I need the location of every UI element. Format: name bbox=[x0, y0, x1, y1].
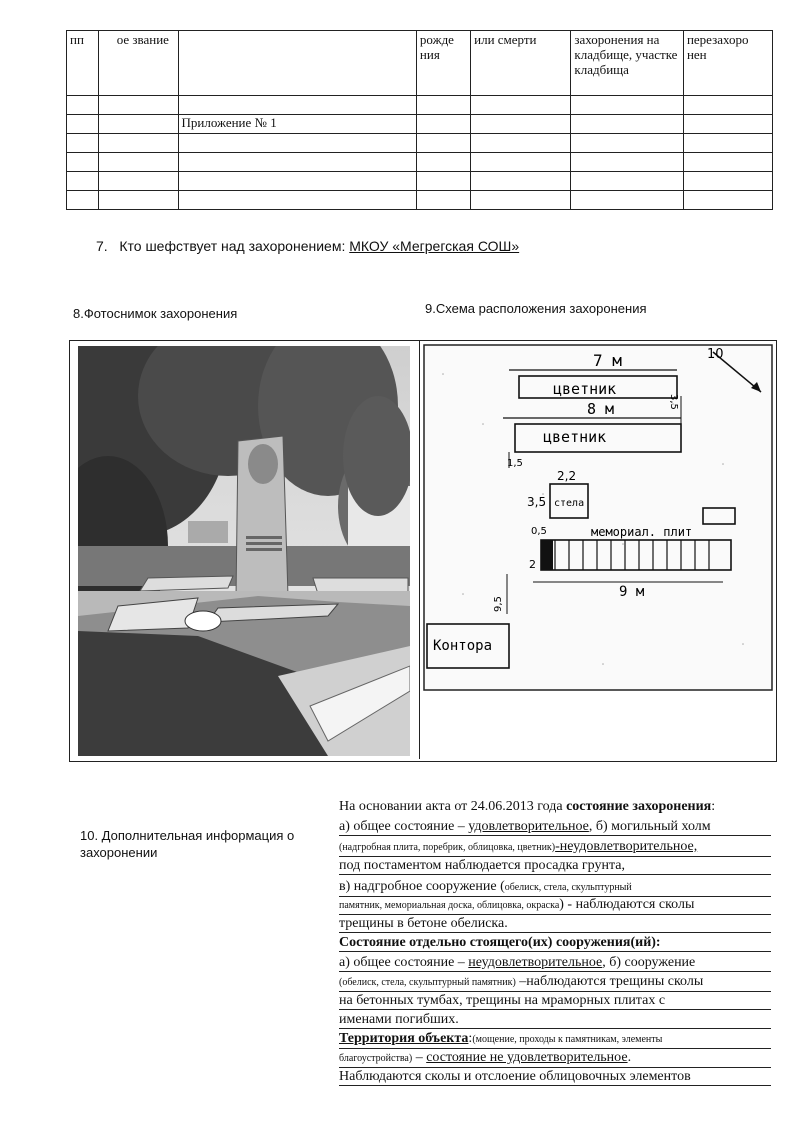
appendix-label: Приложение № 1 bbox=[178, 115, 416, 134]
header-cell: рожде ния bbox=[416, 31, 470, 96]
scheme-corner-number: 10 bbox=[707, 347, 724, 362]
s1-prefix: а) общее состояние – bbox=[339, 955, 469, 970]
scheme-dim-top: 7 м bbox=[593, 351, 622, 370]
scheme-stela: стела bbox=[554, 498, 585, 509]
t3-text: Наблюдаются сколы и отслоение облицовочных элементов bbox=[339, 1069, 691, 1084]
s4-text: именами погибших. bbox=[339, 1012, 459, 1027]
t2-value: состояние не удовлетворительное bbox=[426, 1050, 628, 1065]
scheme-memorial: мемориал. плит bbox=[591, 525, 693, 539]
act-prefix: На основании акта от 24.06.2013 года bbox=[339, 799, 567, 814]
photo-label: 8.Фотоснимок захоронения bbox=[73, 306, 238, 321]
v2-small: памятник, мемориальная доска, облицовка, окраска bbox=[339, 900, 560, 911]
table-row bbox=[67, 96, 773, 115]
v1-small: обелиск, стела, скульптурный bbox=[504, 882, 632, 893]
s2-suffix: –наблюдаются трещины сколы bbox=[515, 974, 704, 989]
v1-prefix: в) надгробное сооружение ( bbox=[339, 879, 505, 894]
table-row bbox=[67, 191, 773, 210]
s3-text: на бетонных тумбах, трещины на мраморных плитах с bbox=[339, 993, 666, 1008]
scheme-dim-8: 8 м bbox=[587, 400, 615, 418]
a1-value: удовлетворительное bbox=[468, 819, 589, 834]
a1-prefix: а) общее состояние – bbox=[339, 819, 469, 834]
caretaker-number: 7. bbox=[96, 238, 108, 254]
table-row bbox=[67, 153, 773, 172]
note-line-separate bbox=[339, 934, 771, 952]
act-line bbox=[339, 798, 771, 815]
note-line-t2 bbox=[339, 1049, 771, 1068]
caretaker-value: МКОУ «Мегрегская СОШ» bbox=[349, 238, 520, 254]
t2-small: благоустройства) bbox=[339, 1053, 413, 1064]
note-line-s2 bbox=[339, 973, 771, 992]
separate-heading: Состояние отдельно стоящего(их) сооружения(ий): bbox=[339, 935, 661, 950]
header-cell bbox=[178, 31, 416, 96]
a2-value: -неудовлетворительное, bbox=[555, 839, 698, 854]
scheme-dim-05: 0,5 bbox=[531, 526, 547, 537]
scheme-dim-9: 9 м bbox=[619, 584, 645, 600]
a1-mid: , б) могильный холм bbox=[588, 819, 711, 834]
act-bold: состояние захоронения bbox=[566, 799, 712, 814]
note-line-s1 bbox=[339, 954, 771, 972]
note-line-a1 bbox=[339, 818, 771, 836]
table-row bbox=[67, 115, 773, 134]
header-cell: ое звание bbox=[98, 31, 178, 96]
header-cell: или смерти bbox=[471, 31, 571, 96]
scheme-dim-35b: 3,5 bbox=[527, 495, 547, 509]
note-line-a3 bbox=[339, 857, 771, 875]
scheme-dim-15: 1,5 bbox=[507, 458, 523, 469]
note-line-v3 bbox=[339, 915, 771, 933]
caretaker-line bbox=[96, 238, 519, 254]
burial-register-table bbox=[66, 30, 773, 210]
header-cell: пп bbox=[67, 31, 99, 96]
scheme-dim-35a: 3,5 bbox=[668, 394, 679, 410]
v3-text: трещины в бетоне обелиска. bbox=[339, 916, 508, 931]
burial-scheme bbox=[423, 344, 773, 691]
scheme-office: Контора bbox=[433, 638, 493, 654]
table-header-row bbox=[67, 31, 773, 96]
burial-photo bbox=[78, 346, 410, 756]
t2-prefix: – bbox=[412, 1050, 427, 1065]
note-line-v1 bbox=[339, 878, 771, 897]
photo-scheme-frame bbox=[69, 340, 777, 762]
t1-colon: : bbox=[468, 1031, 473, 1046]
header-cell: захоронения на кладбище, участке кладбища bbox=[571, 31, 684, 96]
scheme-flowerbed-2: цветник bbox=[543, 428, 607, 446]
note-line-s3 bbox=[339, 992, 771, 1010]
a2-small: (надгробная плита, поребрик, облицовка, цветник) bbox=[339, 842, 556, 853]
scheme-dim-95: 9,5 bbox=[493, 596, 504, 612]
s1-value: неудовлетворительное bbox=[468, 955, 603, 970]
scheme-panel bbox=[419, 341, 775, 759]
s1-mid: , б) сооружение bbox=[602, 955, 696, 970]
caretaker-label: Кто шефствует над захоронением: bbox=[119, 238, 346, 254]
note-line-a2 bbox=[339, 838, 771, 857]
scheme-dim-22: 2,2 bbox=[557, 469, 577, 483]
note-line-t1 bbox=[339, 1030, 771, 1049]
extra-info-label: 10. Дополнительная информация о захоронении bbox=[80, 828, 295, 860]
scheme-flowerbed-1: цветник bbox=[553, 380, 617, 398]
header-cell: перезахоро нен bbox=[683, 31, 772, 96]
note-line-s4 bbox=[339, 1011, 771, 1029]
t2-suffix: . bbox=[627, 1050, 632, 1065]
note-line-t3 bbox=[339, 1068, 771, 1086]
territory-heading: Территория объекта bbox=[339, 1031, 469, 1046]
v2-suffix: ) - наблюдаются сколы bbox=[559, 897, 695, 912]
act-suffix: : bbox=[711, 799, 716, 814]
scheme-label: 9.Схема расположения захоронения bbox=[425, 301, 647, 316]
table-row bbox=[67, 172, 773, 191]
s2-small: (обелиск, стела, скульптурный памятник) bbox=[339, 977, 516, 988]
a3-text: под постаментом наблюдается просадка грунта, bbox=[339, 858, 625, 873]
note-line-v2 bbox=[339, 896, 771, 915]
t1-small: (мощение, проходы к памятникам, элементы bbox=[472, 1034, 663, 1045]
scheme-dim-2: 2 bbox=[529, 558, 536, 571]
table-row bbox=[67, 134, 773, 153]
